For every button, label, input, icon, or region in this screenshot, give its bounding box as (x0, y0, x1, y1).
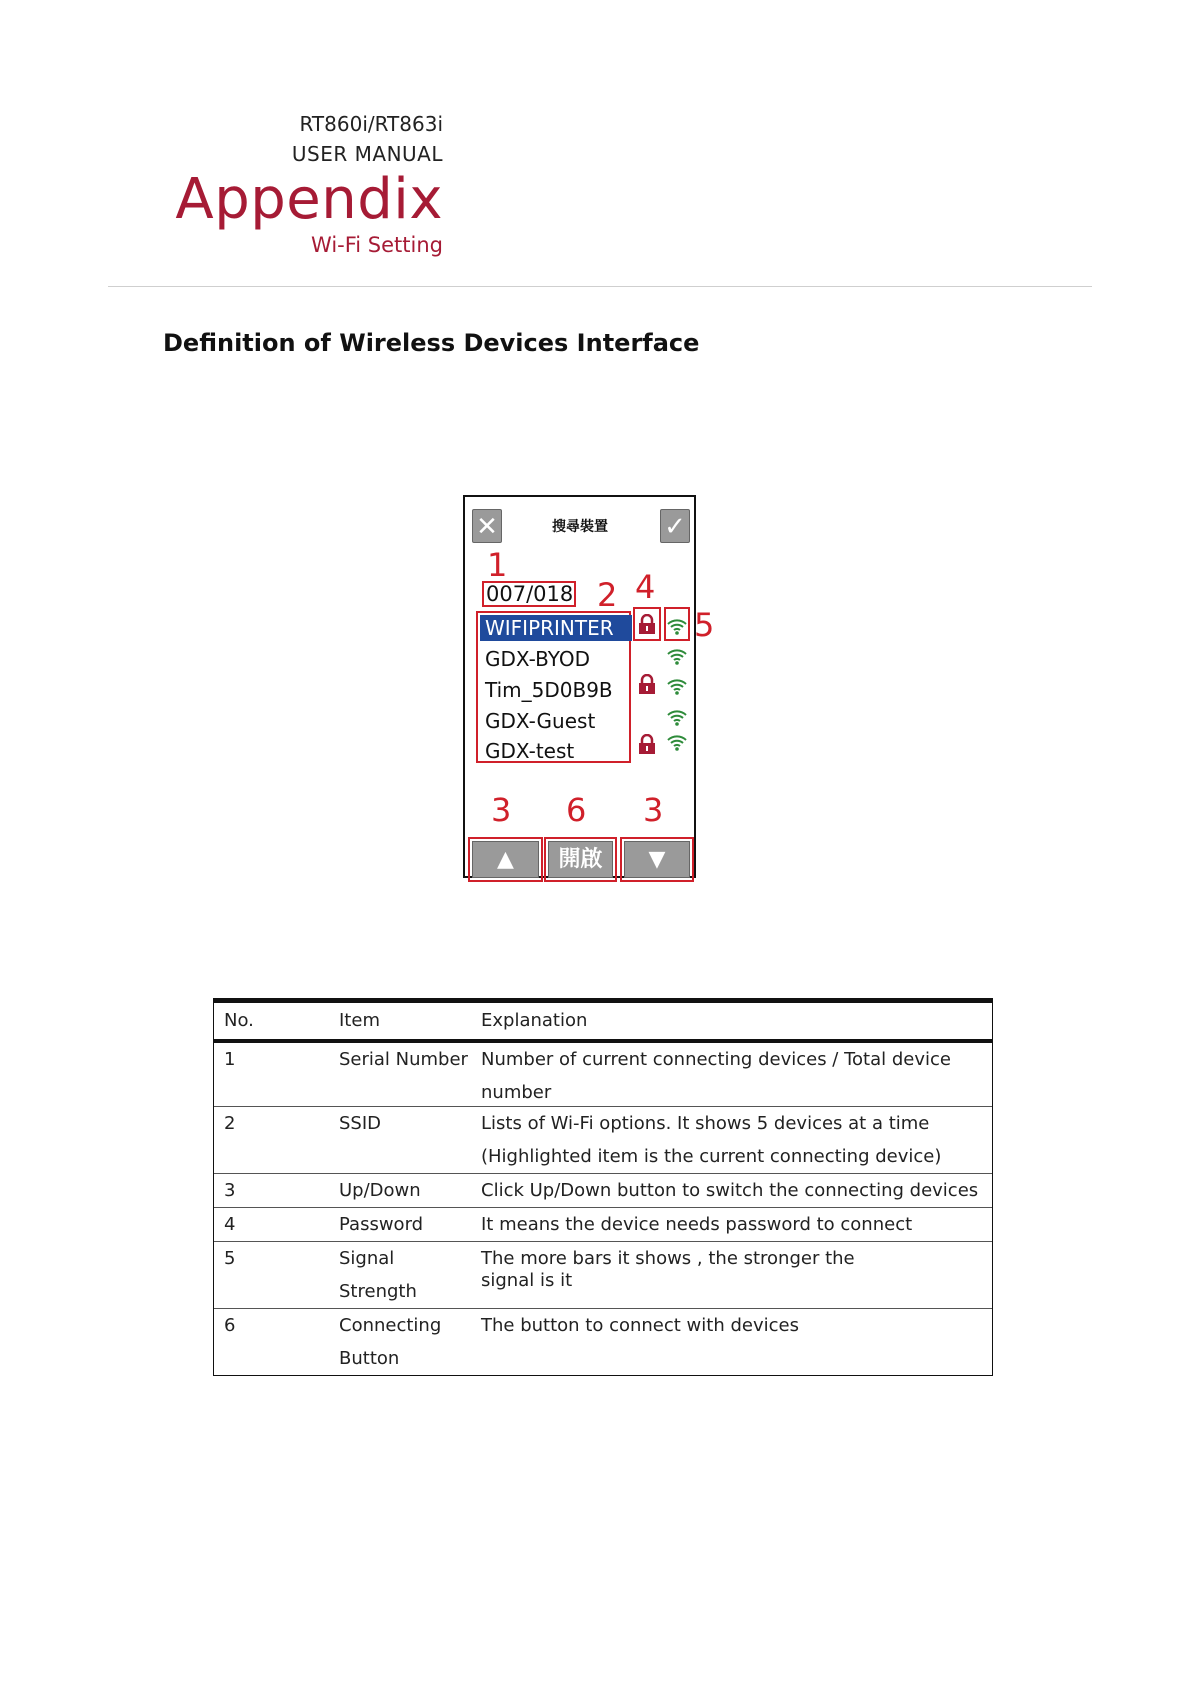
lock-icon (638, 734, 656, 754)
section-title: Definition of Wireless Devices Interface (163, 329, 700, 357)
table-row (214, 1241, 992, 1308)
table-row (214, 1308, 992, 1375)
up-button[interactable] (468, 837, 543, 882)
callout-3-up: 3 (491, 791, 512, 829)
row-no: 2 (224, 1113, 236, 1134)
table-row (214, 1207, 992, 1241)
row-no: 1 (224, 1049, 236, 1070)
wifi-signal-icon (666, 677, 688, 697)
row-no: 3 (224, 1180, 236, 1201)
connect-button[interactable] (544, 837, 617, 882)
table-row (214, 1173, 992, 1207)
up-arrow-icon: ▲ (497, 847, 514, 872)
table-row (214, 1039, 992, 1106)
table-header (214, 1003, 992, 1039)
lock-icon (638, 674, 656, 694)
row-explanation: It means the device needs password to connect (481, 1214, 913, 1235)
header-no: No. (224, 1010, 254, 1031)
close-x-icon[interactable]: ✕ (472, 509, 502, 543)
wifi-signal-icon (666, 708, 688, 728)
row-item: Serial Number (339, 1049, 468, 1070)
row-item: Password (339, 1214, 424, 1235)
row-explanation: The more bars it shows , the stronger the signal is it (481, 1248, 855, 1291)
wifi-signal-icon (666, 617, 688, 637)
device-screen (463, 495, 715, 878)
wifi-signal-icon (666, 733, 688, 753)
row-no: 5 (224, 1248, 236, 1269)
lock-icon (638, 614, 656, 634)
down-arrow-icon: ▼ (648, 847, 666, 872)
header-divider (108, 286, 1092, 287)
ssid-item[interactable]: GDX-BYOD (485, 647, 590, 671)
header-model: RT860i/RT863i (299, 112, 443, 136)
table-row (214, 1106, 992, 1173)
callout-5: 5 (694, 606, 715, 644)
wifi-signal-icon (666, 647, 688, 667)
header-item: Item (339, 1010, 380, 1031)
callout-1: 1 (487, 546, 508, 584)
row-explanation: The button to connect with devices (481, 1315, 799, 1336)
callout-6: 6 (566, 791, 587, 829)
page-subtitle: Wi-Fi Setting (311, 233, 443, 257)
connect-button-label: 開啟 (548, 841, 613, 878)
row-no: 4 (224, 1214, 236, 1235)
device-counter: 007/018 (482, 581, 576, 607)
row-item: Connecting Button (339, 1315, 442, 1369)
definition-table (213, 998, 993, 1376)
device-title: 搜尋裝置 (552, 519, 608, 535)
row-item: Up/Down (339, 1180, 421, 1201)
ssid-list (476, 611, 631, 763)
row-explanation: Lists of Wi-Fi options. It shows 5 devices at a time (Highlighted item is the current connecting device) (481, 1113, 942, 1167)
ssid-item[interactable]: Tim_5D0B9B (485, 678, 613, 702)
row-explanation: Number of current connecting devices / Total device number (481, 1049, 951, 1103)
ssid-item[interactable]: GDX-test (485, 739, 575, 763)
row-item: SSID (339, 1113, 382, 1134)
ssid-item[interactable]: GDX-Guest (485, 709, 596, 733)
callout-2: 2 (597, 576, 618, 614)
ssid-item[interactable]: WIFIPRINTER (480, 615, 632, 641)
row-no: 6 (224, 1315, 236, 1336)
down-button[interactable] (620, 837, 694, 882)
header-explanation: Explanation (481, 1010, 588, 1031)
row-explanation: Click Up/Down button to switch the connecting devices (481, 1180, 979, 1201)
callout-3-down: 3 (643, 791, 664, 829)
callout-4: 4 (635, 568, 656, 606)
check-icon[interactable]: ✓ (660, 509, 690, 543)
header-manual: USER MANUAL (291, 142, 443, 166)
page-title: Appendix (175, 167, 443, 232)
row-item: Signal Strength (339, 1248, 417, 1302)
